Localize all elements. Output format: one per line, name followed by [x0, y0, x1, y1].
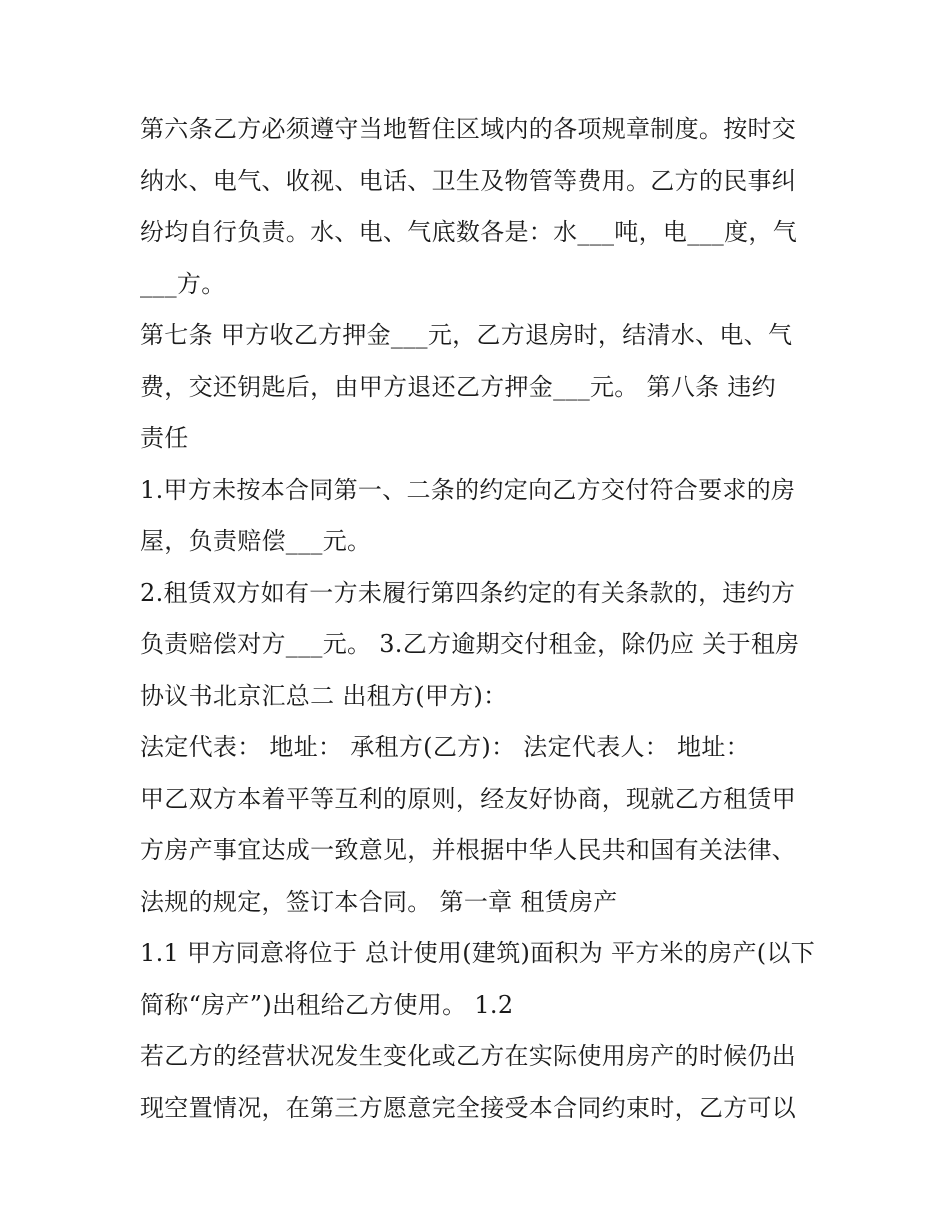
- text-line: 第七条 甲方收乙方押金___元，乙方退房时，结清水、电、气: [140, 321, 793, 349]
- document-page: [140, 104, 820, 1134]
- text-line: 简称“房产”)出租给乙方使用。 1.2: [140, 990, 514, 1019]
- text-line: 负责赔偿对方___元。 3.乙方逾期交付租金，除仍应 关于租房: [140, 630, 800, 658]
- text-line: ___方。: [140, 269, 226, 298]
- text-line: 现空置情况，在第三方愿意完全接受本合同约束时，乙方可以: [140, 1093, 797, 1122]
- text-line: 方房产事宜达成一致意见，并根据中华人民共和国有关法律、: [140, 836, 797, 864]
- text-line: 若乙方的经营状况发生变化或乙方在实际使用房产的时候仍出: [140, 1042, 797, 1070]
- text-line: 屋，负责赔偿___元。: [140, 527, 372, 555]
- text-line: 责任: [140, 424, 189, 452]
- text-line: 1.甲方未按本合同第一、二条的约定向乙方交付符合要求的房: [140, 475, 796, 504]
- text-line: 法定代表： 地址： 承租方(乙方)： 法定代表人： 地址：: [140, 733, 750, 761]
- text-line: 协议书北京汇总二 出租方(甲方)：: [140, 681, 508, 710]
- text-line: 法规的规定，签订本合同。 第一章 租赁房产: [140, 887, 618, 916]
- text-line: 2.租赁双方如有一方未履行第四条约定的有关条款的，违约方: [140, 578, 796, 607]
- text-line: 费，交还钥匙后，由甲方退还乙方押金___元。 第八条 违约: [140, 372, 776, 401]
- text-line: 1.1 甲方同意将位于 总计使用(建筑)面积为 平方米的房产(以下: [140, 939, 816, 967]
- text-line: 甲乙双方本着平等互利的原则，经友好协商，现就乙方租赁甲: [140, 784, 797, 813]
- text-line: 纳水、电气、收视、电话、卫生及物管等费用。乙方的民事纠: [140, 166, 797, 195]
- text-line: 第六条乙方必须遵守当地暂住区域内的各项规章制度。按时交: [140, 115, 797, 143]
- text-line: 纷均自行负责。水、电、气底数各是：水___吨，电___度，气: [140, 218, 797, 246]
